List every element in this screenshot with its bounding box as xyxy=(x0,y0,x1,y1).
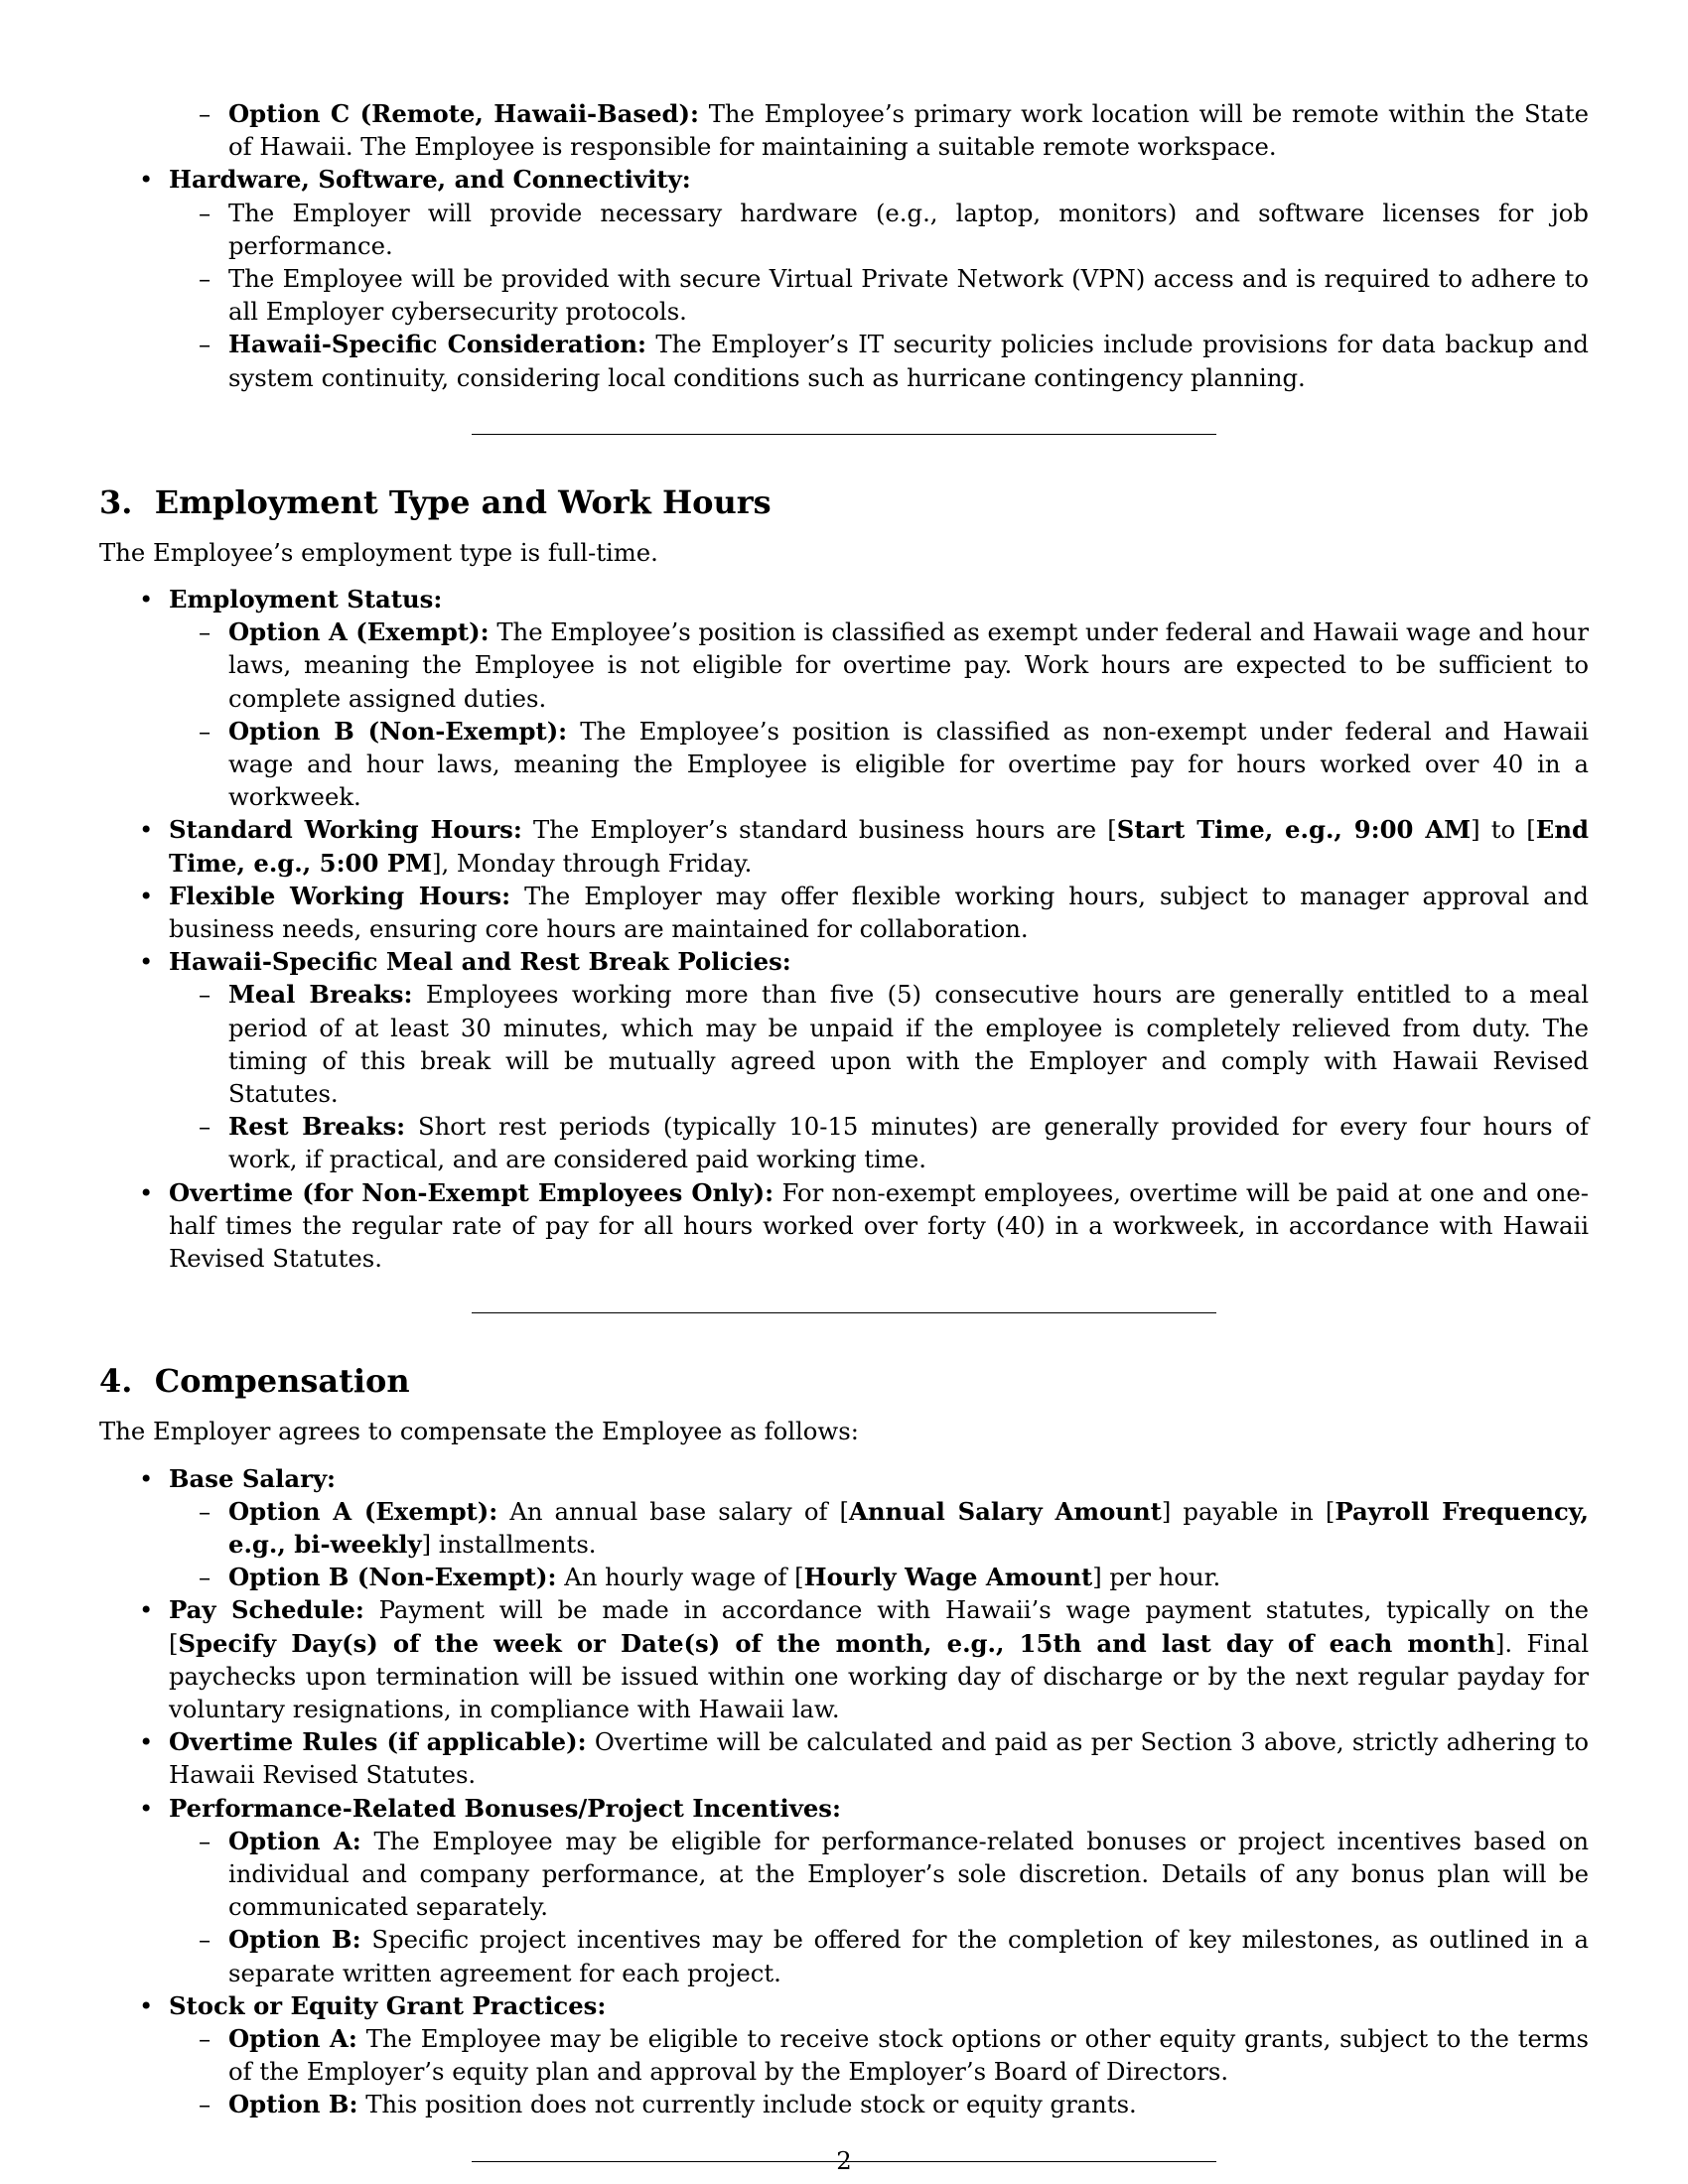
dash-marker: – xyxy=(199,2023,211,2053)
list-item xyxy=(99,978,1589,1110)
bullet-marker: • xyxy=(139,1793,154,1823)
section-divider xyxy=(472,1312,1216,1313)
item-label: Base Salary: xyxy=(169,1463,337,1493)
item-label: Hawaii-Specific Meal and Rest Break Policies: xyxy=(169,947,791,977)
item-text: Short rest periods (typically 10-15 minutes) are generally provided for every four hours of work, if practical, and are considered paid working time. xyxy=(228,1112,1589,1174)
list-item xyxy=(99,97,1589,163)
dash-marker: – xyxy=(199,617,211,647)
dash-marker: – xyxy=(199,2090,211,2119)
dash-marker: – xyxy=(199,198,211,227)
item-text: The Employee may be eligible to receive stock options or other equity grants, subject to the terms of the Employer’s equity plan and approval by the Employer’s Board of Directors. xyxy=(228,2023,1589,2087)
list-item xyxy=(99,262,1589,328)
item-label: Flexible Working Hours: xyxy=(169,881,511,910)
item-label: Stock or Equity Grant Practices: xyxy=(169,1990,607,2020)
page-number: 2 xyxy=(836,2146,852,2175)
bullet-marker: • xyxy=(139,585,154,614)
list-item xyxy=(99,1110,1589,1175)
item-text: ] installments. xyxy=(421,1529,597,1559)
item-text: This position does not currently include stock or equity grants. xyxy=(365,2090,1137,2119)
list-item xyxy=(99,715,1589,814)
section-divider xyxy=(472,434,1216,435)
section-intro: The Employee’s employment type is full-time. xyxy=(99,537,658,567)
list-item xyxy=(99,1989,1589,2022)
dash-marker: – xyxy=(199,1925,211,1955)
item-label: Meal Breaks: xyxy=(228,980,413,1010)
item-label: Rest Breaks: xyxy=(228,1112,406,1142)
item-text: The Employer will provide necessary hardware (e.g., laptop, monitors) and software licenses for job performance. xyxy=(228,198,1589,260)
list-item xyxy=(99,2088,1589,2120)
item-label: Hawaii-Specific Consideration: xyxy=(228,330,646,359)
placeholder-field: Hourly Wage Amount xyxy=(803,1563,1093,1592)
item-label: Overtime Rules (if applicable): xyxy=(169,1727,587,1757)
dash-marker: – xyxy=(199,264,211,294)
item-label: Option B (Non-Exempt): xyxy=(228,716,568,746)
section-heading xyxy=(99,482,1589,522)
item-label: Employment Status: xyxy=(169,585,443,614)
list-item xyxy=(99,328,1589,393)
list-item xyxy=(99,945,1589,978)
item-label: Performance-Related Bonuses/Project Incentives: xyxy=(169,1793,841,1823)
list-item xyxy=(99,1725,1589,1791)
bullet-marker: • xyxy=(139,1463,154,1493)
list-item xyxy=(99,163,1589,196)
item-text: The Employer may offer flexible working hours, subject to manager approval and business needs, ensuring core hours are maintained for collaboration. xyxy=(169,881,1589,944)
list-item xyxy=(99,1176,1589,1276)
item-label: Option B: xyxy=(228,2090,358,2119)
placeholder-field: Payroll Frequency, e.g., bi-weekly xyxy=(228,1496,1589,1559)
item-text: The Employee will be provided with secure Virtual Private Network (VPN) access and is required to adhere to all Employer cybersecurity protocols. xyxy=(228,264,1589,327)
placeholder-field: Annual Salary Amount xyxy=(848,1496,1162,1526)
item-label: Option B (Non-Exempt): xyxy=(228,1563,557,1592)
dash-marker: – xyxy=(199,99,211,128)
item-text: ], Monday through Friday. xyxy=(432,848,753,878)
bullet-marker: • xyxy=(139,947,154,977)
list-item xyxy=(99,1825,1589,1924)
list-item xyxy=(99,1462,1589,1495)
item-text: An annual base salary of [ xyxy=(509,1496,849,1526)
item-text: The Employee may be eligible for performance-related bonuses or project incentives based on individual and company performance, at the Employer’s sole discretion. Details of any bonus plan will be communicated separately. xyxy=(228,1826,1589,1922)
item-text: ] to [ xyxy=(1471,815,1536,845)
item-label: Option A: xyxy=(228,1826,361,1855)
dash-marker: – xyxy=(199,1826,211,1855)
item-text: The Employee’s position is classified as non-exempt under federal and Hawaii wage and hour laws, meaning the Employee is eligible for overtime pay for hours worked over 40 in a workweek. xyxy=(228,716,1589,812)
bullet-marker: • xyxy=(139,1990,154,2020)
section-heading xyxy=(99,1361,1589,1401)
item-text: Specific project incentives may be offered for the completion of key milestones, as outlined in a separate written agreement for each project. xyxy=(228,1925,1589,1987)
item-text: The Employer’s IT security policies include provisions for data backup and system continuity, considering local conditions such as hurricane contingency planning. xyxy=(228,330,1589,392)
section-title: Compensation xyxy=(154,1362,410,1401)
list-item xyxy=(99,1561,1589,1593)
section-number: 4. xyxy=(99,1362,133,1401)
list-item xyxy=(99,880,1589,945)
item-text: The Employee’s primary work location will be remote within the State of Hawaii. The Employee is responsible for maintaining a suitable remote workspace. xyxy=(228,99,1590,162)
placeholder-field: End Time, e.g., 5:00 PM xyxy=(169,815,1589,878)
item-label: Standard Working Hours: xyxy=(169,815,522,845)
dash-marker: – xyxy=(199,1112,211,1142)
item-label: Option A: xyxy=(228,2023,357,2053)
item-text: The Employer’s standard business hours are [ xyxy=(532,815,1117,845)
bullet-marker: • xyxy=(139,1595,154,1625)
dash-marker: – xyxy=(199,980,211,1010)
item-text: ]. Final paychecks upon termination will be issued within one working day of discharge or by the next regular payday for voluntary resignations, in compliance with Hawaii law. xyxy=(169,1628,1589,1723)
list-item xyxy=(99,813,1589,879)
bullet-marker: • xyxy=(139,815,154,845)
dash-marker: – xyxy=(199,1496,211,1526)
list-item xyxy=(99,1792,1589,1825)
placeholder-field: Specify Day(s) of the week or Date(s) of the month, e.g., 15th and last day of each month xyxy=(178,1628,1495,1658)
list-item xyxy=(99,197,1589,262)
list-item xyxy=(99,1923,1589,1988)
item-text: ] payable in [ xyxy=(1161,1496,1336,1526)
bullet-marker: • xyxy=(139,881,154,910)
section4-list xyxy=(99,1462,1589,2121)
bullet-marker: • xyxy=(139,1727,154,1757)
dash-marker: – xyxy=(199,330,211,359)
bullet-marker: • xyxy=(139,165,154,195)
item-text: Overtime will be calculated and paid as per Section 3 above, strictly adhering to Hawaii Revised Statutes. xyxy=(169,1727,1589,1790)
item-text: The Employee’s position is classified as exempt under federal and Hawaii wage and hour laws, meaning the Employee is not eligible for overtime pay. Work hours are expected to be sufficient to complete assigned duties. xyxy=(228,617,1590,713)
item-label: Pay Schedule: xyxy=(169,1595,364,1625)
placeholder-field: Start Time, e.g., 9:00 AM xyxy=(1116,815,1472,845)
dash-marker: – xyxy=(199,716,211,746)
list-item xyxy=(99,615,1589,715)
document-page xyxy=(99,97,1589,2162)
item-label: Overtime (for Non-Exempt Employees Only): xyxy=(169,1177,774,1207)
section-title: Employment Type and Work Hours xyxy=(154,482,772,521)
section3-list xyxy=(99,583,1589,1275)
item-label: Option A (Exempt): xyxy=(228,617,490,647)
item-text: ] per hour. xyxy=(1092,1563,1221,1592)
item-label: Hardware, Software, and Connectivity: xyxy=(169,165,691,195)
list-item xyxy=(99,1495,1589,1561)
dash-marker: – xyxy=(199,1563,211,1592)
section-intro: The Employer agrees to compensate the Employee as follows: xyxy=(99,1417,859,1446)
list-item xyxy=(99,2022,1589,2088)
bullet-marker: • xyxy=(139,1177,154,1207)
item-text: Payment will be made in accordance with Hawaii’s wage payment statutes, typically on the [ xyxy=(169,1595,1589,1658)
list-item xyxy=(99,583,1589,615)
item-text: An hourly wage of [ xyxy=(564,1563,804,1592)
item-label: Option A (Exempt): xyxy=(228,1496,498,1526)
item-text: Employees working more than five (5) consecutive hours are generally entitled to a meal period of at least 30 minutes, which may be unpaid if the employee is completely relieved from duty. The timing of this break will be mutually agreed upon with the Employer and comply with Hawaii Revised Statutes. xyxy=(228,980,1589,1109)
item-label: Option B: xyxy=(228,1925,361,1955)
section-number: 3. xyxy=(99,482,133,521)
item-text: For non-exempt employees, overtime will be paid at one and one-half times the regular rate of pay for all hours worked over forty (40) in a workweek, in accordance with Hawaii Revised Statutes. xyxy=(169,1177,1590,1274)
list-item xyxy=(99,1593,1589,1725)
item-label: Option C (Remote, Hawaii-Based): xyxy=(228,99,700,128)
